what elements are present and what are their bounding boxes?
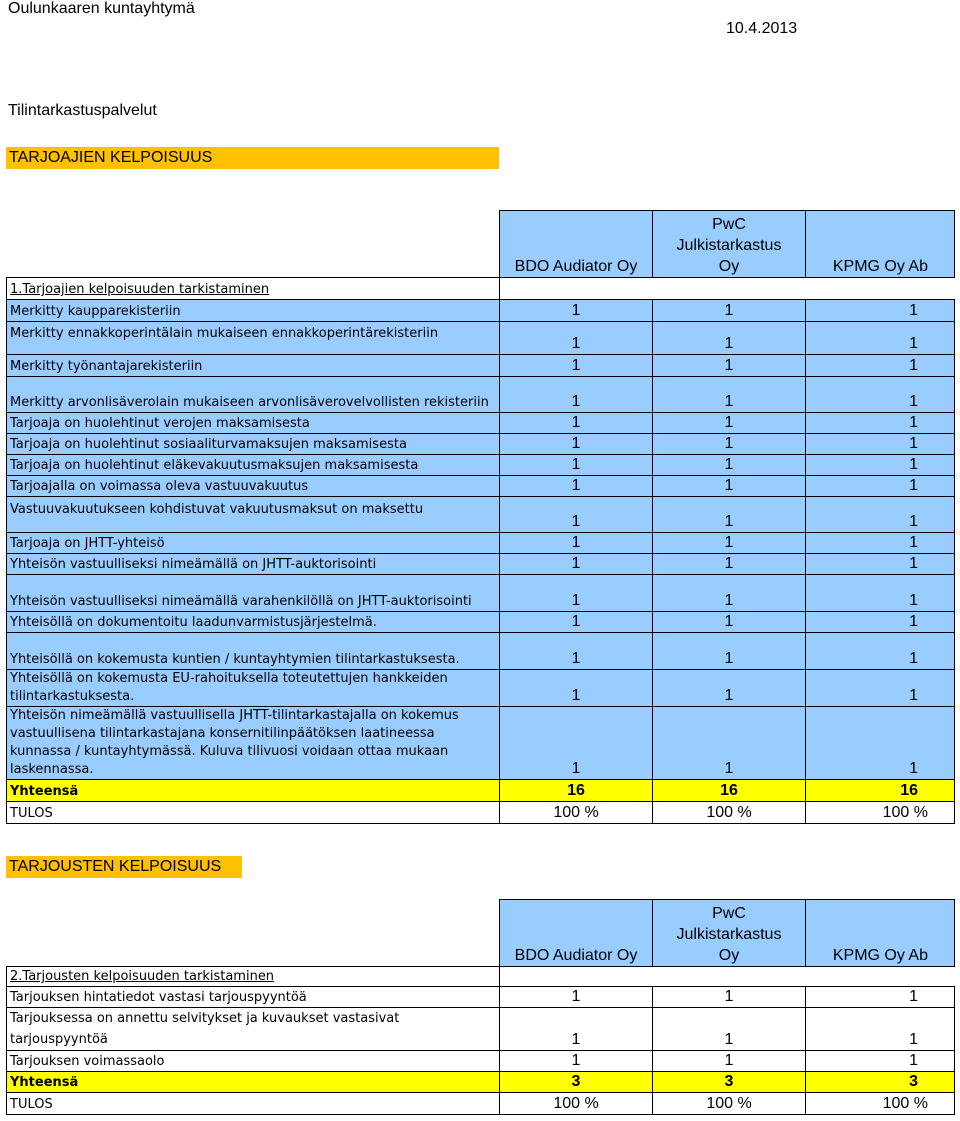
table-row xyxy=(7,533,955,554)
kpmg-score: 1 xyxy=(806,300,955,322)
kpmg-score: 1 xyxy=(806,497,955,533)
section1-title-row xyxy=(7,278,955,300)
column-header-kpmg: KPMG Oy Ab xyxy=(806,900,955,967)
column-header-pwc xyxy=(653,900,806,967)
bdo-score: 1 xyxy=(500,1051,653,1072)
table-row xyxy=(7,300,955,322)
pwc-score: 1 xyxy=(653,670,806,707)
table-row xyxy=(7,670,955,707)
bdo-score: 1 xyxy=(500,300,653,322)
bdo-score: 1 xyxy=(500,434,653,455)
bdo-score: 1 xyxy=(500,1008,653,1051)
total-label: Yhteensä xyxy=(7,780,500,802)
section1-band: TARJOAJIEN KELPOISUUS xyxy=(6,147,499,169)
criterion-label: Tarjoaja on huolehtinut eläkevakuutusmaksujen maksamisesta xyxy=(7,455,500,476)
criterion-label: Merkitty työnantajarekisteriin xyxy=(7,355,500,377)
pwc-score: 1 xyxy=(653,476,806,497)
table-row xyxy=(7,377,955,413)
kpmg-score: 1 xyxy=(806,612,955,633)
table-row xyxy=(7,355,955,377)
section2-result-row xyxy=(7,1093,955,1115)
kpmg-total: 16 xyxy=(806,780,955,802)
pwc-score: 1 xyxy=(653,987,806,1008)
criterion-label: Tarjoaja on JHTT-yhteisö xyxy=(7,533,500,554)
table-row xyxy=(7,707,955,780)
kpmg-score: 1 xyxy=(806,377,955,413)
section2-header-row xyxy=(7,900,955,967)
table-row xyxy=(7,575,955,612)
document-date: 10.4.2013 xyxy=(726,20,798,37)
section1-result-row xyxy=(7,802,955,824)
criterion-label: Merkitty kaupparekisteriin xyxy=(7,300,500,322)
criterion-label: Yhteisön vastuulliseksi nimeämällä varahenkilöllä on JHTT-auktorisointi xyxy=(7,575,500,612)
section1-title: 1.Tarjoajien kelpoisuuden tarkistaminen xyxy=(7,278,500,300)
criterion-label: Yhteisön vastuulliseksi nimeämällä on JHTT-auktorisointi xyxy=(7,554,500,575)
table-row xyxy=(7,497,955,533)
pwc-score: 1 xyxy=(653,322,806,355)
service-title: Tilintarkastuspalvelut xyxy=(8,102,157,119)
section2-band: TARJOUSTEN KELPOISUUS xyxy=(6,856,242,878)
kpmg-score: 1 xyxy=(806,707,955,780)
kpmg-score: 1 xyxy=(806,554,955,575)
bdo-score: 1 xyxy=(500,355,653,377)
total-label: Yhteensä xyxy=(7,1072,500,1093)
table-row xyxy=(7,1051,955,1072)
pwc-result: 100 % xyxy=(653,802,806,824)
criterion-label: Tarjoaja on huolehtinut verojen maksamisesta xyxy=(7,413,500,434)
section1-total-row xyxy=(7,780,955,802)
table-row xyxy=(7,987,955,1008)
pwc-score: 1 xyxy=(653,434,806,455)
kpmg-result: 100 % xyxy=(806,802,955,824)
bdo-score: 1 xyxy=(500,575,653,612)
bdo-score: 1 xyxy=(500,554,653,575)
result-label: TULOS xyxy=(7,1093,500,1115)
table-row xyxy=(7,633,955,670)
column-header-bdo: BDO Audiator Oy xyxy=(500,211,653,278)
section2-title: 2.Tarjousten kelpoisuuden tarkistaminen xyxy=(7,967,500,987)
section1-table xyxy=(6,210,955,824)
bdo-score: 1 xyxy=(500,497,653,533)
table-row xyxy=(7,554,955,575)
criterion-label: Merkitty ennakkoperintälain mukaiseen ennakkoperintärekisteriin xyxy=(7,322,500,355)
pwc-score: 1 xyxy=(653,300,806,322)
pwc-total: 3 xyxy=(653,1072,806,1093)
table-row xyxy=(7,322,955,355)
criterion-label: Tarjoaja on huolehtinut sosiaaliturvamaksujen maksamisesta xyxy=(7,434,500,455)
kpmg-total: 3 xyxy=(806,1072,955,1093)
criterion-label: Yhteisöllä on dokumentoitu laadunvarmistusjärjestelmä. xyxy=(7,612,500,633)
bdo-score: 1 xyxy=(500,707,653,780)
bdo-score: 1 xyxy=(500,633,653,670)
kpmg-score: 1 xyxy=(806,670,955,707)
pwc-score: 1 xyxy=(653,455,806,476)
bdo-score: 1 xyxy=(500,533,653,554)
kpmg-score: 1 xyxy=(806,633,955,670)
kpmg-score: 1 xyxy=(806,1051,955,1072)
bdo-score: 1 xyxy=(500,612,653,633)
pwc-score: 1 xyxy=(653,1051,806,1072)
criterion-label: Tarjouksessa on annettu selvitykset ja kuvaukset vastasivat tarjouspyyntöä xyxy=(7,1008,500,1051)
table-row xyxy=(7,612,955,633)
criterion-label: Tarjouksen voimassaolo xyxy=(7,1051,500,1072)
section1-header-row xyxy=(7,211,955,278)
pwc-score: 1 xyxy=(653,554,806,575)
pwc-score: 1 xyxy=(653,633,806,670)
table-row xyxy=(7,476,955,497)
bdo-score: 1 xyxy=(500,670,653,707)
pwc-score: 1 xyxy=(653,612,806,633)
bdo-result: 100 % xyxy=(500,1093,653,1115)
pwc-score: 1 xyxy=(653,377,806,413)
kpmg-score: 1 xyxy=(806,455,955,476)
bdo-total: 16 xyxy=(500,780,653,802)
pwc-header-text: PwC Julkistarkastus Oy xyxy=(676,905,782,964)
bdo-score: 1 xyxy=(500,413,653,434)
bdo-score: 1 xyxy=(500,322,653,355)
bdo-score: 1 xyxy=(500,377,653,413)
kpmg-score: 1 xyxy=(806,413,955,434)
pwc-score: 1 xyxy=(653,533,806,554)
criterion-label: Vastuuvakuutukseen kohdistuvat vakuutusmaksut on maksettu xyxy=(7,497,500,533)
pwc-score: 1 xyxy=(653,497,806,533)
column-header-bdo: BDO Audiator Oy xyxy=(500,900,653,967)
result-label: TULOS xyxy=(7,802,500,824)
pwc-score: 1 xyxy=(653,575,806,612)
bdo-score: 1 xyxy=(500,476,653,497)
kpmg-score: 1 xyxy=(806,1008,955,1051)
kpmg-score: 1 xyxy=(806,575,955,612)
kpmg-score: 1 xyxy=(806,434,955,455)
table-row xyxy=(7,455,955,476)
bdo-score: 1 xyxy=(500,455,653,476)
pwc-header-text: PwC Julkistarkastus Oy xyxy=(676,216,782,275)
organization-name: Oulunkaaren kuntayhtymä xyxy=(8,0,195,17)
criterion-label: Yhteisöllä on kokemusta kuntien / kuntayhtymien tilintarkastuksesta. xyxy=(7,633,500,670)
pwc-score: 1 xyxy=(653,355,806,377)
kpmg-result: 100 % xyxy=(806,1093,955,1115)
column-header-kpmg: KPMG Oy Ab xyxy=(806,211,955,278)
table-row xyxy=(7,434,955,455)
criterion-label: Yhteisön nimeämällä vastuullisella JHTT-tilintarkastajalla on kokemus vastuullisena tilintarkastajana konsernitilinpäätöksen laatineessa kunnassa / kuntayhtymässä. Kuluva tilivuosi voidaan ottaa mukaan laskennassa. xyxy=(7,707,500,780)
criterion-label: Yhteisöllä on kokemusta EU-rahoituksella toteutettujen hankkeiden tilintarkastuksesta. xyxy=(7,670,500,707)
pwc-score: 1 xyxy=(653,1008,806,1051)
bdo-result: 100 % xyxy=(500,802,653,824)
table-row xyxy=(7,413,955,434)
table-row xyxy=(7,1008,955,1051)
kpmg-score: 1 xyxy=(806,355,955,377)
criterion-label: Tarjouksen hintatiedot vastasi tarjouspyyntöä xyxy=(7,987,500,1008)
pwc-score: 1 xyxy=(653,413,806,434)
pwc-result: 100 % xyxy=(653,1093,806,1115)
kpmg-score: 1 xyxy=(806,476,955,497)
section2-title-row xyxy=(7,967,955,987)
section2-total-row xyxy=(7,1072,955,1093)
kpmg-score: 1 xyxy=(806,322,955,355)
kpmg-score: 1 xyxy=(806,987,955,1008)
criterion-label: Merkitty arvonlisäverolain mukaiseen arvonlisäverovelvollisten rekisteriin xyxy=(7,377,500,413)
bdo-total: 3 xyxy=(500,1072,653,1093)
bdo-score: 1 xyxy=(500,987,653,1008)
criterion-label: Tarjoajalla on voimassa oleva vastuuvakuutus xyxy=(7,476,500,497)
kpmg-score: 1 xyxy=(806,533,955,554)
pwc-total: 16 xyxy=(653,780,806,802)
column-header-pwc xyxy=(653,211,806,278)
pwc-score: 1 xyxy=(653,707,806,780)
section2-table xyxy=(6,899,955,1115)
